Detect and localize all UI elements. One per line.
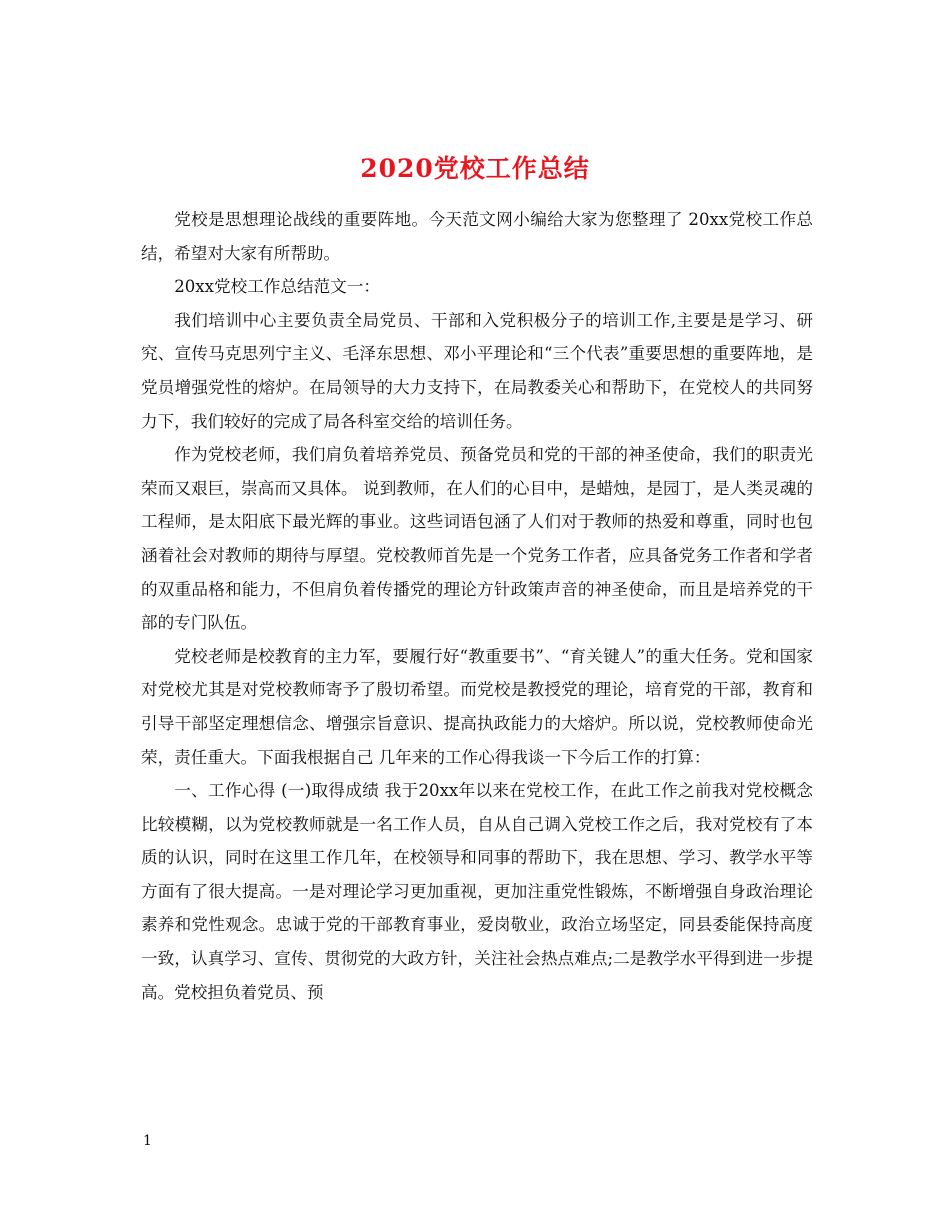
paragraph-work-experience: 一、工作心得 (一)取得成绩 我于20xx年以来在党校工作，在此工作之前我对党校概念比较模糊，以为党校教师就是一名工作人员，自从自己调入党校工作之后，我对党校有了本质的认识，同时在这里工作几年，在校领导和同事的帮助下，我在思想、学习、教学水平等方面有了很大提高。一是对理论学习更加重视，更加注重党性锻炼，不断增强自身政治理论素养和党性观念。忠诚于党的干部教育事业，爱岗敬业，政治立场坚定，同县委能保持高度一致，认真学习、宣传、贯彻党的大政方针，关注社会热点难点;二是教学水平得到进一步提高。党校担负着党员、预 [141, 781, 813, 1002]
paragraph-intro: 党校是思想理论战线的重要阵地。今天范文网小编给大家为您整理了 20xx党校工作总结，希望对大家有所帮助。 [141, 210, 813, 263]
document-body [141, 203, 813, 1009]
page-number: 1 [143, 1133, 152, 1149]
paragraph-training-center: 我们培训中心主要负责全局党员、干部和入党积极分子的培训工作,主要是是学习、研究、宣传马克思列宁主义、毛泽东思想、邓小平理论和“三个代表”重要思想的重要阵地，是党员增强党性的熔炉。在局领导的大力支持下，在局教委关心和帮助下，在党校人的共同努力下，我们较好的完成了局各科室交给的培训任务。 [141, 310, 813, 431]
document-title: 2020党校工作总结 [360, 153, 590, 183]
paragraph-subtitle: 20xx党校工作总结范文一： [174, 277, 380, 297]
paragraph-teacher-mission: 作为党校老师，我们肩负着培养党员、预备党员和党的干部的神圣使命，我们的职责光荣而又艰巨，崇高而又具体。 说到教师，在人们的心目中，是蜡烛，是园丁，是人类灵魂的工程师，是太阳底下最光辉的事业。这些词语包涵了人们对于教师的热爱和尊重，同时也包涵着社会对教师的期待与厚望。党校教师首先是一个党务工作者，应具备党务工作者和学者的双重品格和能力，不但肩负着传播党的理论方针政策声音的神圣使命，而且是培养党的干部的专门队伍。 [141, 445, 813, 633]
paragraph-teacher-role: 党校老师是校教育的主力军，要履行好“教重要书”、“育关键人”的重大任务。党和国家对党校尤其是对党校教师寄予了殷切希望。而党校是教授党的理论，培育党的干部，教育和引导干部坚定理想信念、增强宗旨意识、提高执政能力的大熔炉。所以说，党校教师使命光荣，责任重大。下面我根据自己 几年来的工作心得我谈一下今后工作的打算： [141, 646, 813, 767]
